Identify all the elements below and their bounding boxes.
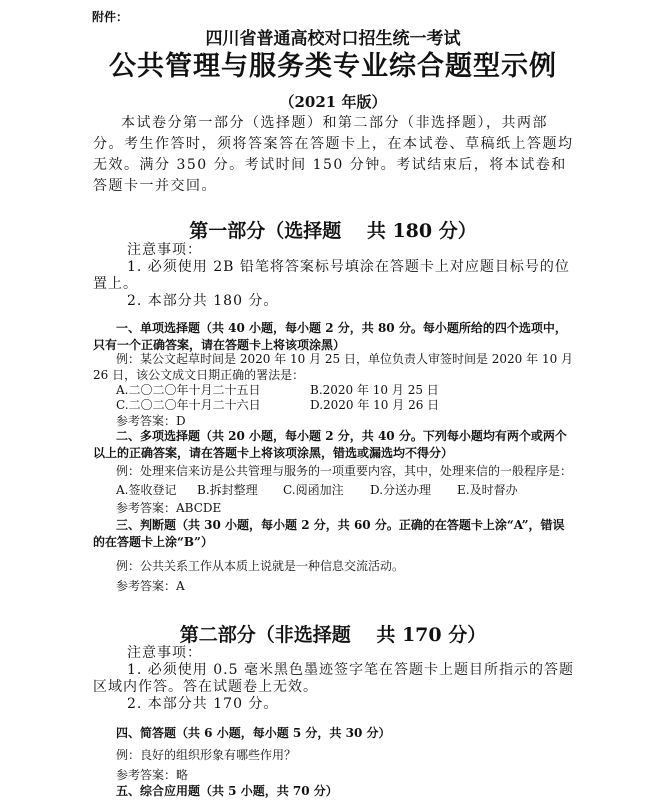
attachment-label: 附件： [92,10,129,24]
multi-option-a: A.签收登记 [116,483,177,497]
judge-heading: 三、判断题（共 30 小题，每小题 2 分，共 60 分。正确的在答题卡上涂“A”，错误的在答题卡上涂“B”） [93,518,565,549]
part2-title: 第二部分（非选择题 共 170 分） [179,624,487,646]
single-option-b: B.2020 年 10 月 25 日 [310,383,439,397]
part1-notes-title: 注意事项： [127,242,202,258]
multi-option-c: C.阅函加注 [283,483,344,497]
single-option-c: C.二〇二〇年十月二十六日 [116,398,261,412]
part2-note-1: 1. 必须使用 0.5 毫米黑色墨迹签字笔在答题卡上题目所指示的答题区域内作答。答在试题卷上无效。 [93,662,574,695]
multi-option-b: B.拆封整理 [197,483,258,497]
edition-label: （2021 年版） [279,93,387,111]
short-answer-answer: 参考答案：略 [116,768,189,782]
exam-title: 四川省普通高校对口招生统一考试 [205,29,461,49]
single-option-a: A.二〇二〇年十月二十五日 [116,383,261,397]
part2-notes [93,645,575,713]
intro-paragraph: 本试卷分第一部分（选择题）和第二部分（非选择题），共两部分。考生作答时，须将答案答在答题卡上，在本试卷、草稿纸上答题均无效。满分 350 分。考试时间 150 分钟。考试结束后，将本试卷和答题卡一并交回。 [93,115,574,194]
document-title: 公共管理与服务类专业综合题型示例 [109,51,557,82]
single-choice-example: 例：某公文起草时间是 2020 年 10 月 25 日，单位负责人审签时间是 2020 年 10 月 26 日，该公文成文日期正确的署法是： [93,352,574,382]
comprehensive-heading: 五、综合应用题（共 5 小题，共 70 分） [116,784,338,798]
single-choice-answer: 参考答案：D [116,414,186,428]
judge-example: 例：公共关系工作从本质上说就是一种信息交流活动。 [116,559,405,573]
part2-note-2: 2. 本部分共 170 分。 [127,696,279,712]
single-choice-heading: 一、单项选择题（共 40 小题，每小题 2 分，共 80 分。每小题所给的四个选项中，只有一个正确答案，请在答题卡上将该项涂黑） [93,321,567,352]
short-answer-heading: 四、简答题（共 6 小题，每小题 5 分，共 30 分） [116,726,391,740]
part1-title: 第一部分（选择题 共 180 分） [189,220,477,242]
multi-choice-heading: 二、多项选择题（共 20 小题，每小题 2 分，共 40 分。下列每小题均有两个或两个以上的正确答案，请在答题卡上将该项涂黑，错选或漏选均不得分） [93,429,567,460]
multi-choice-example: 例：处理来信来访是公共管理与服务的一项重要内容，其中，处理来信的一般程序是： [116,464,573,478]
judge-answer: 参考答案：A [116,579,185,593]
part1-note-2: 2. 本部分共 180 分。 [127,293,279,309]
part2-notes-title: 注意事项： [127,645,202,661]
multi-choice-answer: 参考答案：ABCDE [116,501,222,515]
multi-option-e: E.及时督办 [457,483,518,497]
part1-notes [93,242,575,310]
short-answer-example: 例：良好的组织形象有哪些作用？ [116,748,297,762]
multi-option-d: D.分送办理 [370,483,432,497]
part1-note-1: 1. 必须使用 2B 铅笔将答案标号填涂在答题卡上对应题目标号的位置上。 [93,259,570,292]
single-option-d: D.2020 年 10 月 26 日 [310,398,440,412]
